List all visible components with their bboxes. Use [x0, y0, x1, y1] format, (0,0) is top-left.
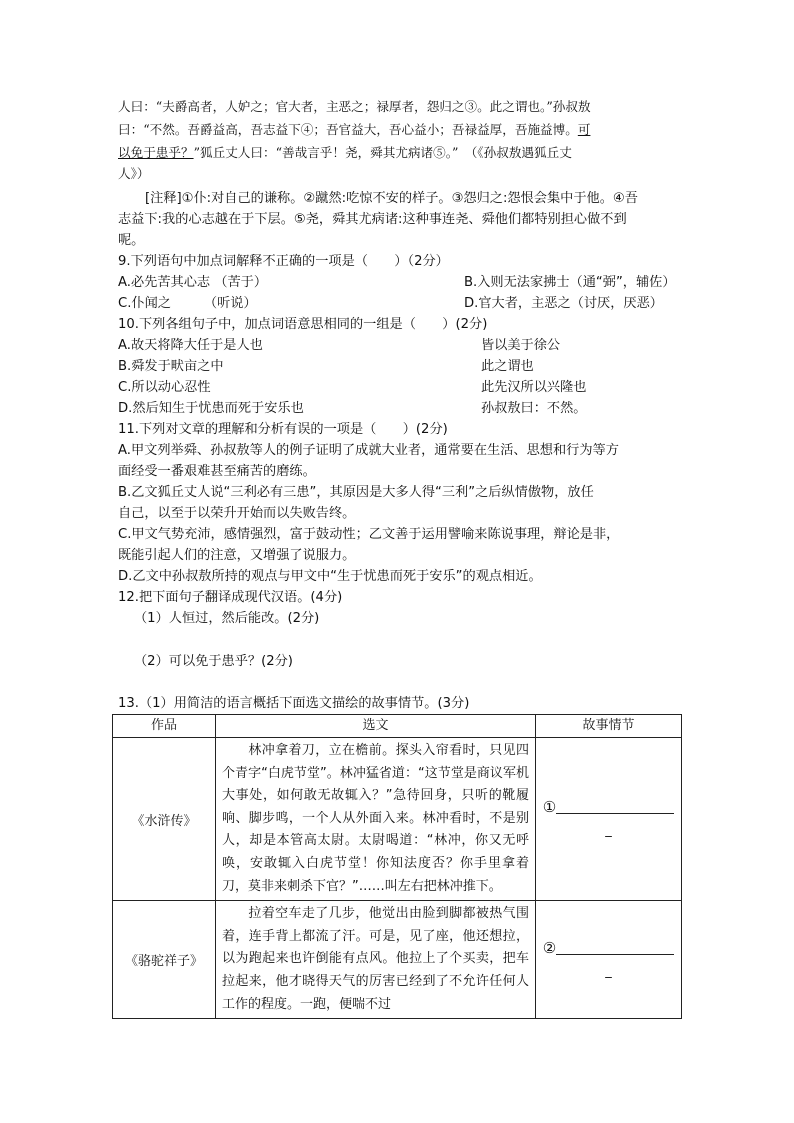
- question-12-sentence-2: （2）可以免于患乎？(2分): [134, 654, 293, 669]
- passage-line: 人曰：“夫爵高者，人妒之；官大者，主恶之；禄厚者，怨归之③。此之谓也。”孙叔敖: [118, 99, 591, 114]
- story-table: [112, 714, 682, 1019]
- circled-number: ②: [542, 938, 557, 957]
- question-11-option-c: 既能引起人们的注意，又增强了说服力。: [118, 548, 356, 563]
- table-header-row: [113, 715, 682, 738]
- table-row: [113, 738, 682, 901]
- notes-line: 呢。: [118, 233, 145, 248]
- question-10-stem: 10.下列各组句子中，加点词语意思相同的一组是（ ）(2分): [118, 317, 488, 332]
- option-d: D.官大者，主恶之（讨厌，厌恶）: [464, 296, 663, 311]
- question-13-stem: 13.（1）用简洁的语言概括下面选文描绘的故事情节。(3分): [118, 696, 470, 711]
- work-title: 《水浒传》: [113, 738, 216, 901]
- column-header: 选文: [216, 715, 536, 738]
- answer-blank[interactable]: [536, 738, 682, 901]
- passage-line: 人》）: [118, 166, 150, 181]
- question-11-option-d: D.乙文中孙叔敖所持的观点与甲文中“生于忧患而死于安乐”的观点相近。: [118, 569, 542, 584]
- option-c: C.仆闻之 （听说）: [118, 296, 257, 311]
- question-9-stem: 9.下列语句中加点词解释不正确的一项是（ ）（2分）: [118, 254, 449, 269]
- option-a: A.必先苦其心志 （苦于）: [118, 275, 268, 290]
- option-b: B.入则无法家拂士（通“弼”，辅佐）: [464, 275, 676, 290]
- question-11-option-a: 面经受一番艰难甚至痛苦的磨练。: [118, 464, 316, 479]
- answer-blank[interactable]: [536, 901, 682, 1019]
- passage-line: 曰：“不然。吾爵益高，吾志益下④；吾官益大，吾心益小；吾禄益厚，吾施益博。可: [118, 122, 591, 137]
- table-row: [113, 901, 682, 1019]
- question-10-option: C.所以动心忍性 此先汉所以兴隆也: [118, 380, 587, 395]
- excerpt-cell: 林冲拿着刀，立在檐前。探头入帘看时，只见四个青字“白虎节堂”。林冲猛省道：“这节堂是商议军机大事处，如何敢无故辄入？”急待回身，只听的靴履响、脚步鸣，一个人从外面入来。林冲看时，不是别人，却是本管高太尉。太尉喝道：“林冲，你又无呼唤，安敢辄入白虎节堂！你知法度否？你手里拿着刀，莫非来刺杀下官？”……叫左右把林冲推下。: [216, 738, 536, 901]
- answer-line: [556, 803, 674, 814]
- question-10-option: D.然后知生于忧患而死于安乐也 孙叔敖曰：不然。: [118, 401, 587, 416]
- question-12-sentence-1: （1）人恒过，然后能改。(2分): [134, 611, 320, 626]
- question-12-stem: 12.把下面句子翻译成现代汉语。(4分): [118, 590, 343, 605]
- question-11-option-b: 自己，以至于以荣升开始而以失败告终。: [118, 506, 356, 521]
- underlined-text: 以免于患乎？: [118, 145, 194, 160]
- question-11-stem: 11.下列对文章的理解和分析有误的一项是（ ）(2分): [118, 422, 448, 437]
- question-11-option-c: C.甲文气势充沛，感情强烈，富于鼓动性；乙文善于运用譬喻来陈说事理，辩论是非，: [118, 527, 620, 542]
- work-title: 《骆驼祥子》: [113, 901, 216, 1019]
- notes-line: 志益下:我的心志越在于下层。⑤尧，舜其尤病诸:这种事连尧、舜他们都特别担心做不到: [118, 212, 627, 227]
- passage-line: 以免于患乎？”狐丘丈人曰：“善哉言乎！尧，舜其尤病诸⑤。” （《孙叔敖遇狐丘丈: [118, 145, 572, 160]
- question-10-option: B.舜发于畎亩之中 此之谓也: [118, 359, 534, 374]
- excerpt-cell: 拉着空车走了几步，他觉出由脸到脚都被热气围着，连手背上都流了汗。可是，见了座，他还想拉，以为跑起来也许倒能有点风。他拉上了个买卖，把车拉起来，他才晓得天气的厉害已经到了不允许任何人工作的程度。一跑，便喘不过: [216, 901, 536, 1019]
- question-10-option: A.故天将降大任于是人也 皆以美于徐公: [118, 338, 561, 353]
- circled-number: ①: [542, 798, 557, 817]
- column-header: 作品: [113, 715, 216, 738]
- answer-line: [556, 944, 674, 955]
- question-11-option-a: A.甲文列举舜、孙叔敖等人的例子证明了成就大业者，通常要在生活、思想和行为等方: [118, 443, 619, 458]
- column-header: 故事情节: [536, 715, 682, 738]
- notes-line: [注释]①仆:对自己的谦称。②蹴然:吃惊不安的样子。③怨归之:怨恨会集中于他。④吾: [145, 191, 638, 206]
- question-11-option-b: B.乙文狐丘丈人说“三利必有三患”，其原因是大多人得“三利”之后纵情傲物，放任: [118, 485, 594, 500]
- underlined-text: 可: [577, 122, 591, 137]
- answer-line-tail: _: [605, 963, 612, 979]
- question-9-options-row: [118, 293, 663, 314]
- answer-line-tail: _: [605, 823, 612, 839]
- question-9-options-row: [118, 272, 676, 293]
